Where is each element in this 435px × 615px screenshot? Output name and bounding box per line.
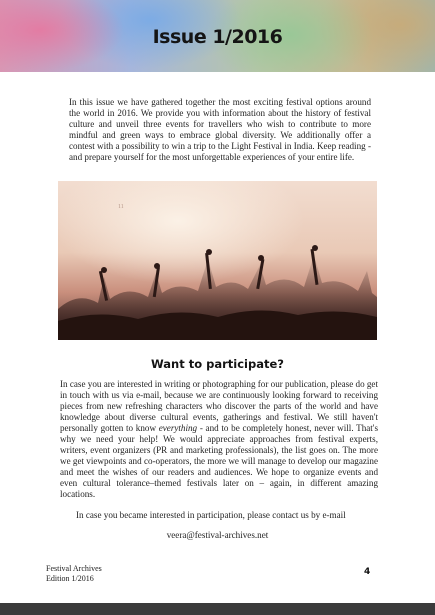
participate-text-start: In case you are interested in writing or photographing for our publication, please do get in touch with us via e-mail, because we are continuously looking forward to receiving pieces from new refreshing characters who discover the parts of the world and have knowledge about diverse cultural events, gatherings and festival. We still haven't personally gotten to know	[60, 379, 378, 433]
page-title: Issue 1/2016	[152, 26, 283, 48]
intro-paragraph: In this issue we have gathered together the most exciting festival options around the world in 2016. We provide you with information about the history of festival culture and unveil three events for travellers who wish to contribute to more mindful and green ways to embrace global diversity. We additionally offer a contest with a possibility to win a trip to the Light Festival in India. Keep reading - and prepare yourself for the most unforgettable experiences of your entire life.	[69, 97, 371, 162]
edition-label: Edition 1/2016	[46, 573, 94, 583]
concert-crowd-photo	[58, 181, 377, 340]
header-banner	[0, 0, 435, 72]
participate-text-end: - and to be completely honest, never will. That's why we need your help! We would appreciate approaches from festival experts, writers, event organizers (PR and marketing professionals), the list goes on. The more we get viewpoints and co-operators, the more we will manage to develop our magazine and meet the wishes of our readers and audiences. We hope to organize events and even cultural tolerance–themed festivals later on – again, in different amazing locations.	[60, 423, 378, 499]
photo-tag: 11	[118, 204, 124, 210]
contact-email: veera@festival-archives.net	[166, 530, 269, 540]
emphasis-word: everything	[158, 423, 198, 433]
participate-paragraph	[60, 379, 378, 500]
footer-publication	[46, 564, 102, 583]
crowd-silhouette	[58, 181, 377, 340]
viewer-bottom-strip	[0, 603, 435, 615]
page-number: 4	[364, 567, 371, 577]
contact-line: In case you became interested in participation, please contact us by e-mail	[76, 510, 346, 520]
publication-name: Festival Archives	[46, 564, 102, 573]
participate-heading: Want to participate?	[151, 357, 284, 371]
